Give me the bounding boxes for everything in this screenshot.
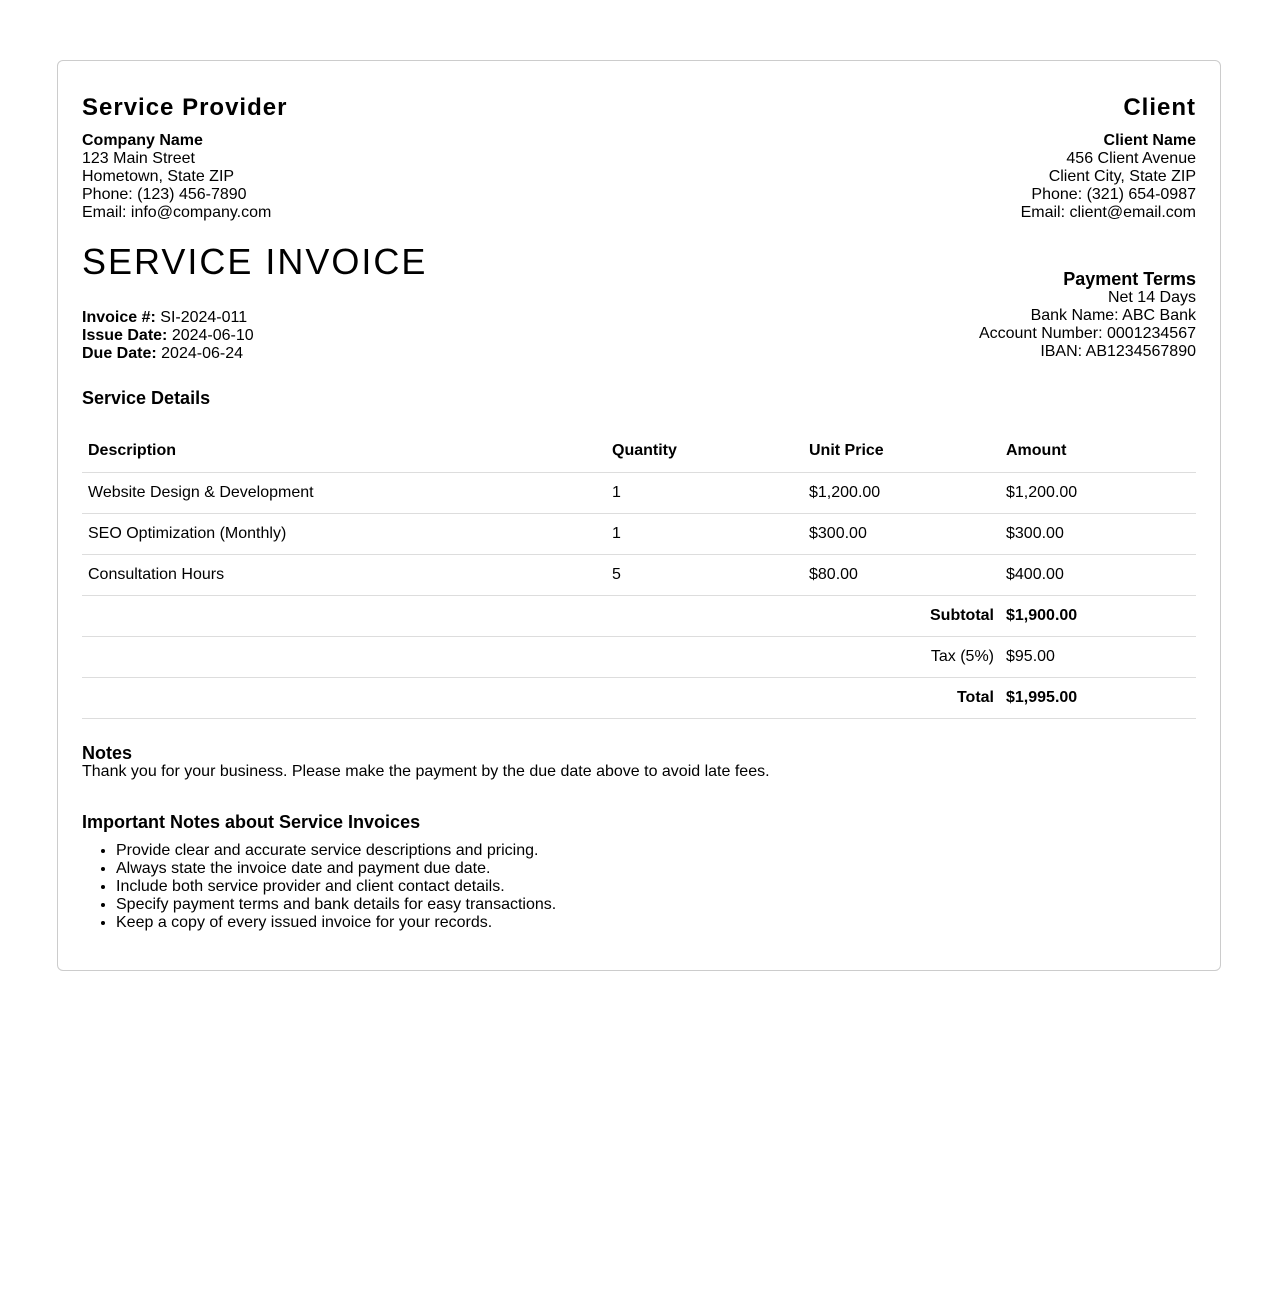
column-header-quantity: Quantity	[606, 431, 803, 472]
client-heading: Client	[1123, 94, 1196, 121]
invoice-number-row	[82, 309, 427, 327]
issue-date-label: Issue Date:	[82, 327, 168, 344]
important-notes-section	[82, 812, 556, 932]
client-name: Client Name	[1103, 132, 1196, 149]
row-quantity: 1	[606, 513, 803, 554]
column-header-description: Description	[82, 431, 606, 472]
table-row	[82, 513, 1196, 554]
list-item: • Specify payment terms and bank details for easy transactions.	[116, 896, 556, 914]
list-item: • Provide clear and accurate service descriptions and pricing.	[116, 842, 556, 860]
row-amount: $1,200.00	[1000, 472, 1196, 513]
invoice-number-label: Invoice #:	[82, 309, 156, 326]
provider-block	[82, 94, 287, 222]
payment-terms-heading: Payment Terms	[1063, 269, 1196, 289]
row-description: Consultation Hours	[82, 554, 606, 595]
row-quantity: 5	[606, 554, 803, 595]
row-amount: $400.00	[1000, 554, 1196, 595]
issue-date: 2024-06-10	[171, 327, 254, 344]
total-value: $1,995.00	[1000, 677, 1196, 718]
row-description: SEO Optimization (Monthly)	[82, 513, 606, 554]
issue-date-row	[82, 327, 427, 345]
table-header-row	[82, 431, 1196, 472]
column-header-unit-price: Unit Price	[803, 431, 1000, 472]
row-description: Website Design & Development	[82, 472, 606, 513]
subtotal-row	[82, 595, 1196, 636]
table-row	[82, 472, 1196, 513]
row-unit-price: $1,200.00	[803, 472, 1000, 513]
bank-name: Bank Name: ABC Bank	[1030, 307, 1196, 324]
row-quantity: 1	[606, 472, 803, 513]
row-amount: $300.00	[1000, 513, 1196, 554]
important-notes-list	[82, 842, 556, 932]
due-date-label: Due Date:	[82, 345, 157, 362]
tax-value: $95.00	[1000, 636, 1196, 677]
provider-name: Company Name	[82, 132, 203, 149]
provider-heading: Service Provider	[82, 94, 288, 121]
subtotal-value: $1,900.00	[1000, 595, 1196, 636]
total-label: Total	[82, 677, 1000, 718]
notes-heading: Notes	[82, 743, 133, 763]
iban: IBAN: AB1234567890	[1040, 343, 1196, 360]
client-phone: Phone: (321) 654-0987	[1031, 186, 1196, 203]
provider-email: Email: info@company.com	[82, 204, 272, 221]
invoice-number: SI-2024-011	[160, 309, 248, 326]
table-row	[82, 554, 1196, 595]
row-unit-price: $300.00	[803, 513, 1000, 554]
provider-street: 123 Main Street	[82, 150, 195, 167]
provider-phone: Phone: (123) 456-7890	[82, 186, 247, 203]
notes-text: Thank you for your business. Please make the payment by the due date above to avoid late fees.	[82, 763, 770, 780]
total-row	[82, 677, 1196, 718]
column-header-amount: Amount	[1000, 431, 1196, 472]
notes-section	[82, 743, 770, 781]
list-item: • Always state the invoice date and payment due date.	[116, 860, 556, 878]
payment-terms-block	[979, 269, 1196, 361]
client-block	[1021, 94, 1196, 222]
client-street: 456 Client Avenue	[1066, 150, 1196, 167]
tax-label: Tax (5%)	[82, 636, 1000, 677]
client-email: Email: client@email.com	[1020, 204, 1196, 221]
list-item: • Include both service provider and client contact details.	[116, 878, 556, 896]
service-table	[82, 431, 1196, 719]
important-notes-heading: Important Notes about Service Invoices	[82, 812, 421, 832]
due-date: 2024-06-24	[161, 345, 243, 362]
service-details-section	[82, 387, 210, 409]
list-item: • Keep a copy of every issued invoice for your records.	[116, 914, 556, 932]
due-date-row	[82, 345, 427, 363]
provider-city: Hometown, State ZIP	[82, 168, 235, 185]
invoice-title: SERVICE INVOICE	[82, 241, 428, 282]
client-city: Client City, State ZIP	[1048, 168, 1196, 185]
tax-row	[82, 636, 1196, 677]
row-unit-price: $80.00	[803, 554, 1000, 595]
payment-terms: Net 14 Days	[1107, 289, 1196, 306]
invoice-meta-block	[82, 242, 427, 363]
invoice-card	[57, 60, 1221, 971]
service-details-heading: Service Details	[82, 388, 211, 408]
subtotal-label: Subtotal	[82, 595, 1000, 636]
account-number: Account Number: 0001234567	[978, 325, 1196, 342]
